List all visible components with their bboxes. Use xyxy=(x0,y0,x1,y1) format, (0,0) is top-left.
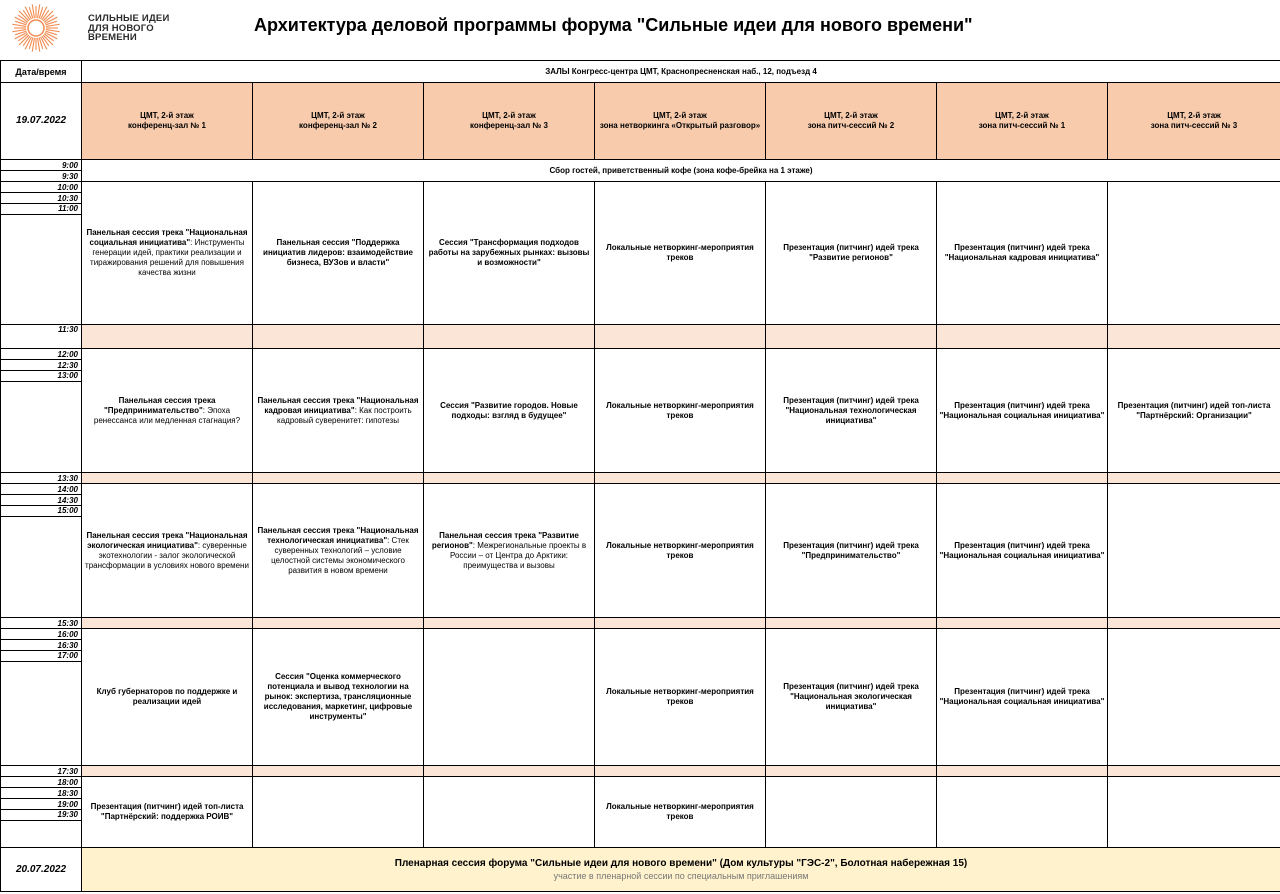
session-b4-hall5: Презентация (питчинг) идей трека "Национальная экологическая инициатива" xyxy=(766,629,937,766)
time-spacer xyxy=(1,382,82,473)
session-b4-hall2: Сессия "Оценка коммерческого потенциала и вывод технологии на рынок: экспертиза, трансляционные исследования, маркетинг, цифровые инструменты" xyxy=(253,629,424,766)
logo-text: СИЛЬНЫЕ ИДЕИ ДЛЯ НОВОГО ВРЕМЕНИ xyxy=(88,13,170,43)
hall-5: ЦМТ, 2-й этаж зона питч-сессий № 2 xyxy=(766,83,937,160)
break-cell xyxy=(595,766,766,777)
session-b3-hall7 xyxy=(1108,484,1280,618)
hall-2: ЦМТ, 2-й этаж конференц-зал № 2 xyxy=(253,83,424,160)
break-cell xyxy=(424,473,595,484)
time-slot: 11:30 xyxy=(1,325,82,349)
break-cell xyxy=(1108,473,1280,484)
break-cell xyxy=(1108,766,1280,777)
time-slot: 18:30 xyxy=(1,788,82,799)
session-b5-hall1: Презентация (питчинг) идей топ-листа "Партнёрский: поддержка РОИВ" xyxy=(82,777,253,848)
session-b3-hall5: Презентация (питчинг) идей трека "Предпринимательство" xyxy=(766,484,937,618)
plenary-note: участие в пленарной сессии по специальным приглашениям xyxy=(553,870,809,881)
plenary-title: Пленарная сессия форума "Сильные идеи для нового времени" (Дом культуры "ГЭС-2", Болотная набережная 15) xyxy=(394,857,968,869)
empty-cell xyxy=(1108,777,1280,848)
empty-cell xyxy=(937,777,1108,848)
break-cell xyxy=(595,473,766,484)
break-cell xyxy=(253,325,424,349)
time-slot: 19:00 xyxy=(1,799,82,810)
break-cell xyxy=(937,325,1108,349)
session-b3-hall3: Панельная сессия трека "Развитие регионов": Межрегиональные проекты в России – от Центра до Арктики: преимущества и вызовы xyxy=(424,484,595,618)
session-b2-hall5: Презентация (питчинг) идей трека "Национальная технологическая инициатива" xyxy=(766,349,937,473)
time-spacer xyxy=(1,517,82,618)
time-slot: 13:30 xyxy=(1,473,82,484)
session-b3-hall1: Панельная сессия трека "Национальная экологическая инициатива": суверенные экотехнологии - залог экологической трансформации в условиях нового времени xyxy=(82,484,253,618)
session-b1-hall6: Презентация (питчинг) идей трека "Национальная кадровая инициатива" xyxy=(937,182,1108,325)
corner-label: Дата/время xyxy=(1,61,82,83)
session-b2-hall6: Презентация (питчинг) идей трека "Национальная социальная инициатива" xyxy=(937,349,1108,473)
break-cell xyxy=(1108,618,1280,629)
empty-cell xyxy=(766,777,937,848)
welcome-coffee: Сбор гостей, приветственный кофе (зона кофе-брейка на 1 этаже) xyxy=(82,160,1280,182)
session-b4-hall1: Клуб губернаторов по поддержке и реализации идей xyxy=(82,629,253,766)
break-cell xyxy=(766,766,937,777)
time-slot: 15:00 xyxy=(1,506,82,517)
empty-cell xyxy=(424,777,595,848)
break-cell xyxy=(424,618,595,629)
plenary-session xyxy=(82,848,1280,892)
session-b1-hall2: Панельная сессия "Поддержка инициатив лидеров: взаимодействие бизнеса, ВУЗов и власти" xyxy=(253,182,424,325)
break-cell xyxy=(766,325,937,349)
session-b1-hall3: Сессия "Трансформация подходов работы на зарубежных рынках: вызовы и возможности" xyxy=(424,182,595,325)
time-slot: 17:30 xyxy=(1,766,82,777)
break-cell xyxy=(253,766,424,777)
hall-3: ЦМТ, 2-й этаж конференц-зал № 3 xyxy=(424,83,595,160)
empty-cell xyxy=(253,777,424,848)
time-slot: 16:30 xyxy=(1,640,82,651)
time-slot: 10:00 xyxy=(1,182,82,193)
session-b1-hall4: Локальные нетворкинг-мероприятия треков xyxy=(595,182,766,325)
session-b3-hall2: Панельная сессия трека "Национальная технологическая инициатива": Стек суверенных технологий – условие целостной системы экономического развития в новом времени xyxy=(253,484,424,618)
time-slot: 9:00 xyxy=(1,160,82,171)
session-b4-hall7 xyxy=(1108,629,1280,766)
time-slot: 16:00 xyxy=(1,629,82,640)
time-slot: 11:00 xyxy=(1,204,82,215)
break-cell xyxy=(82,325,253,349)
time-spacer xyxy=(1,215,82,325)
time-spacer xyxy=(1,662,82,766)
session-b1-hall7 xyxy=(1108,182,1280,325)
hall-4: ЦМТ, 2-й этаж зона нетворкинга «Открытый разговор» xyxy=(595,83,766,160)
page-title: Архитектура деловой программы форума "Сильные идеи для нового времени" xyxy=(254,15,973,35)
time-slot: 19:30 xyxy=(1,810,82,821)
break-cell xyxy=(766,473,937,484)
session-b1-hall5: Презентация (питчинг) идей трека "Развитие регионов" xyxy=(766,182,937,325)
session-b2-hall1: Панельная сессия трека "Предпринимательство": Эпоха ренессанса или медленная стагнация? xyxy=(82,349,253,473)
break-cell xyxy=(937,766,1108,777)
sunburst-logo-icon xyxy=(12,0,76,54)
break-cell xyxy=(595,618,766,629)
break-cell xyxy=(1108,325,1280,349)
date-19-07: 19.07.2022 xyxy=(1,83,82,160)
hall-1: ЦМТ, 2-й этаж конференц-зал № 1 xyxy=(82,83,253,160)
time-slot: 12:30 xyxy=(1,360,82,371)
forum-logo xyxy=(12,0,192,56)
time-slot: 9:30 xyxy=(1,171,82,182)
session-b5-hall4: Локальные нетворкинг-мероприятия треков xyxy=(595,777,766,848)
break-cell xyxy=(253,473,424,484)
date-20-07: 20.07.2022 xyxy=(1,848,82,892)
break-cell xyxy=(937,473,1108,484)
time-slot: 10:30 xyxy=(1,193,82,204)
time-slot: 18:00 xyxy=(1,777,82,788)
time-slot: 12:00 xyxy=(1,349,82,360)
time-slot: 14:30 xyxy=(1,495,82,506)
break-cell xyxy=(424,766,595,777)
time-spacer xyxy=(1,821,82,848)
break-cell xyxy=(766,618,937,629)
break-cell xyxy=(937,618,1108,629)
session-b2-hall4: Локальные нетворкинг-мероприятия треков xyxy=(595,349,766,473)
session-b2-hall7: Презентация (питчинг) идей топ-листа "Партнёрский: Организации" xyxy=(1108,349,1280,473)
hall-7: ЦМТ, 2-й этаж зона питч-сессий № 3 xyxy=(1108,83,1280,160)
time-slot: 15:30 xyxy=(1,618,82,629)
break-cell xyxy=(82,473,253,484)
break-cell xyxy=(82,618,253,629)
break-cell xyxy=(82,766,253,777)
break-cell xyxy=(253,618,424,629)
break-cell xyxy=(595,325,766,349)
session-b1-hall1: Панельная сессия трека "Национальная социальная инициатива": Инструменты генерации идей, практики реализации и тиражирования решений для повышения качества жизни xyxy=(82,182,253,325)
halls-header: ЗАЛЫ Конгресс-центра ЦМТ, Краснопресненская наб., 12, подъезд 4 xyxy=(82,61,1280,83)
break-cell xyxy=(424,325,595,349)
time-slot: 13:00 xyxy=(1,371,82,382)
session-b4-hall6: Презентация (питчинг) идей трека "Национальная социальная инициатива" xyxy=(937,629,1108,766)
program-table xyxy=(0,60,1280,892)
session-b4-hall3 xyxy=(424,629,595,766)
session-b2-hall2: Панельная сессия трека "Национальная кадровая инициатива": Как построить кадровый суверенитет: гипотезы xyxy=(253,349,424,473)
session-b2-hall3: Сессия "Развитие городов. Новые подходы: взгляд в будущее" xyxy=(424,349,595,473)
time-slot: 14:00 xyxy=(1,484,82,495)
session-b4-hall4: Локальные нетворкинг-мероприятия треков xyxy=(595,629,766,766)
session-b3-hall6: Презентация (питчинг) идей трека "Национальная социальная инициатива" xyxy=(937,484,1108,618)
session-b3-hall4: Локальные нетворкинг-мероприятия треков xyxy=(595,484,766,618)
time-slot: 17:00 xyxy=(1,651,82,662)
hall-6: ЦМТ, 2-й этаж зона питч-сессий № 1 xyxy=(937,83,1108,160)
